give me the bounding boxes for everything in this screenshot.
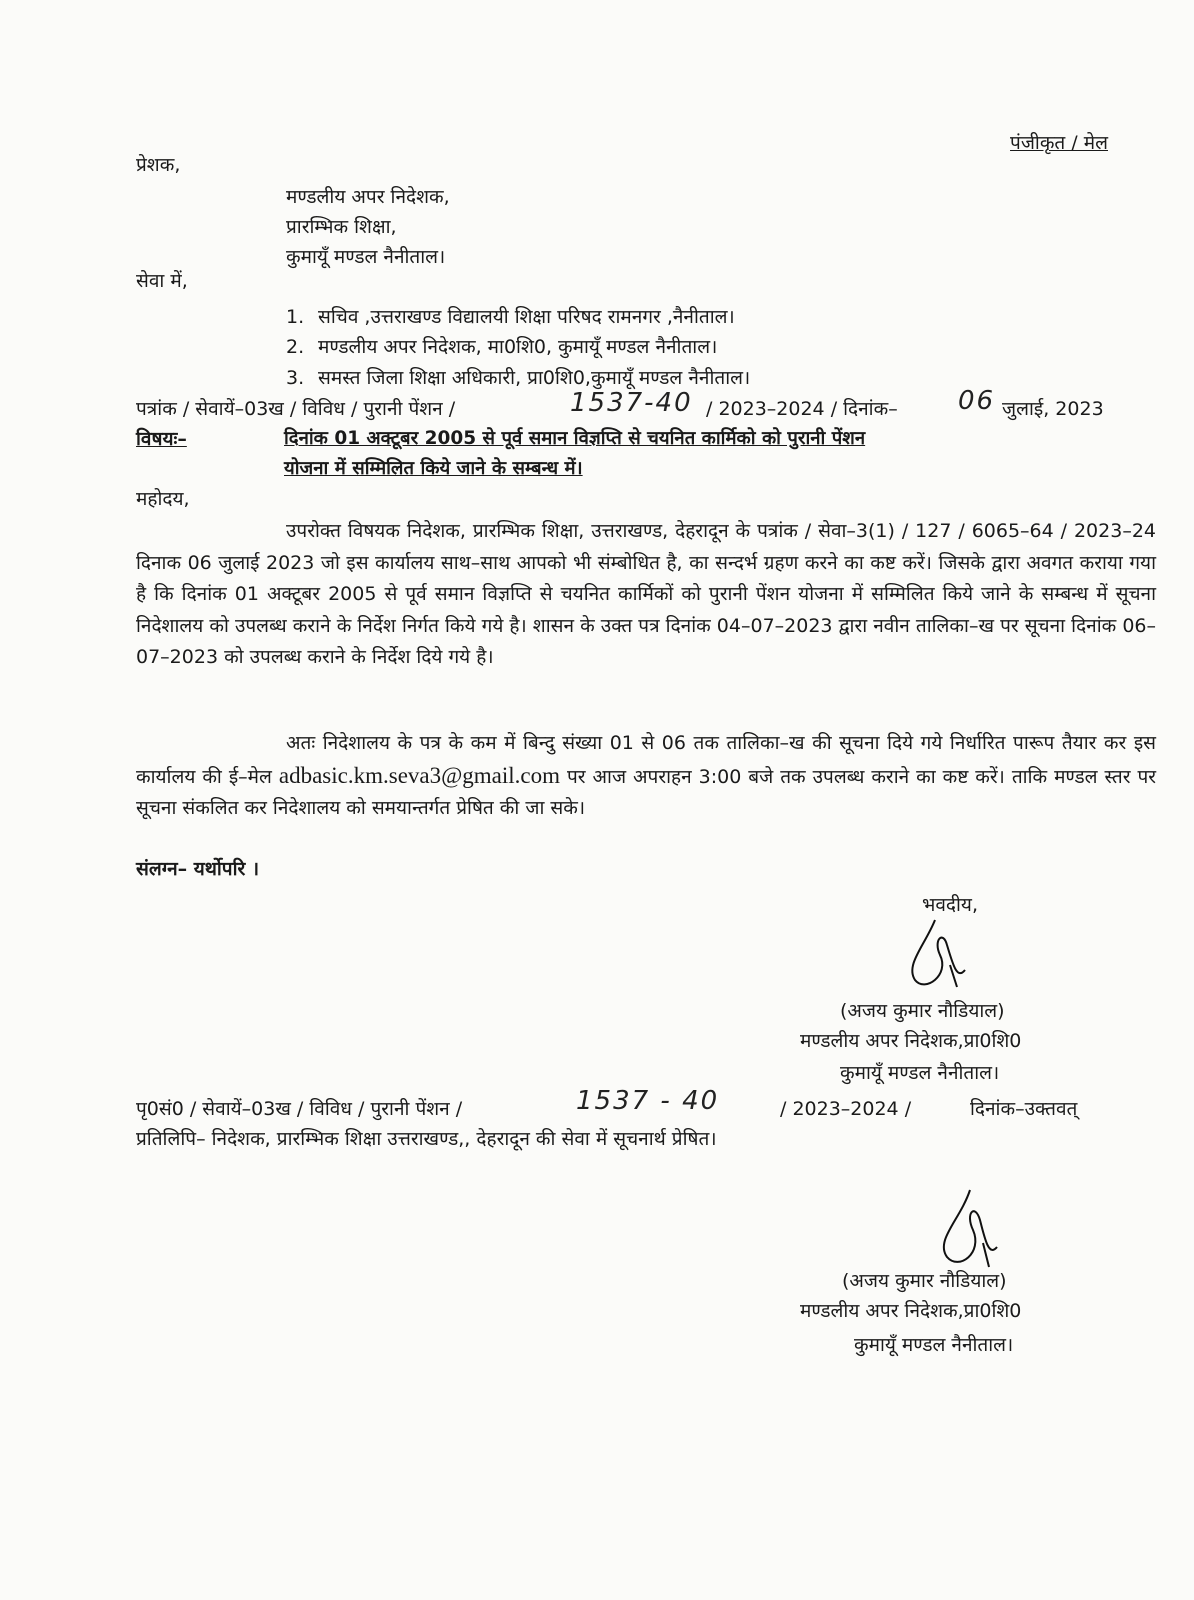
signature-1-name: (अजय कुमार नौडियाल) <box>840 1000 1005 1022</box>
ref-number-handwritten: 1537-40 <box>570 388 693 418</box>
salutation: महोदय, <box>136 488 190 510</box>
signature-2-image <box>925 1185 1015 1275</box>
copy-ref-date: दिनांक–उक्तवत् <box>970 1098 1078 1120</box>
signature-2-name: (अजय कुमार नौडियाल) <box>842 1270 1007 1292</box>
body-paragraph-1 <box>136 516 1156 674</box>
signature-2-place: कुमायूँ मण्डल नैनीताल। <box>854 1334 1014 1356</box>
body-paragraph-1-text: उपरोक्त विषयक निदेशक, प्रारम्भिक शिक्षा, उत्तराखण्ड, देहरादून के पत्रांक / सेवा–3(1) / 127 / 6065–64 / 2023–24 दिनाक 06 जुलाई 2023 जो इस कार्यालय साथ–साथ आपको भी संम्बोधित है, का सन्दर्भ ग्रहण करने का कष्ट करें। जिसके द्वारा अवगत कराया गया है कि दिनांक 01 अक्टूबर 2005 से पूर्व समान विज्ञप्ति से चयनित कार्मिकों को पुरानी पेंशन योजना में सम्मिलित किये जाने के सम्बन्ध में सूचना निदेशालय को उपलब्ध कराने के निर्देश निर्गत किये गये है। शासन के उक्त पत्र दिनांक 04–07–2023 द्वारा नवीन तालिका–ख पर सूचना दिनांक 06–07–2023 को उपलब्ध कराने के निर्देश दिये गये है। <box>136 520 1156 668</box>
recipient-3-num: 3. <box>286 367 305 389</box>
para2-part-b: पर आज अपराहन 3:00 बजे तक उपलब्ध कराने का कष्ट करें। ताकि मण्डल स्तर पर सूचना संकलित कर निदेशालय को समयान्तर्गत प्रेषित की जा सके। <box>136 765 1157 819</box>
registered-mail-label: पंजीकृत / मेल <box>1010 132 1108 154</box>
ref-date-rest: जुलाई, 2023 <box>1002 398 1104 420</box>
signature-1-designation: मण्डलीय अपर निदेशक,प्रा0शि0 <box>800 1030 1022 1052</box>
para2-part-a: अतः निदेशालय के पत्र के कम में बिन्दु संख्या 01 से 06 तक तालिका–ख की सूचना दिये गये निर्धारित पारूप तैयार कर इस कार्यालय की ई–मेल <box>136 732 1156 788</box>
signature-1-image <box>895 915 985 995</box>
enclosure: संलग्न– यर्थोपरि । <box>136 858 260 880</box>
closing: भवदीय, <box>922 894 978 916</box>
subject-line-2: योजना में सम्मिलित किये जाने के सम्बन्ध में। <box>284 458 583 479</box>
ref-suffix: / 2023–2024 / दिनांक– <box>706 398 898 420</box>
body-paragraph-2 <box>136 728 1156 825</box>
subject-label: विषयः– <box>136 428 187 450</box>
signature-2-designation: मण्डलीय अपर निदेशक,प्रा0शि0 <box>800 1300 1022 1322</box>
to-label: सेवा में, <box>136 270 188 292</box>
copy-ref-mid: / 2023–2024 / <box>780 1098 912 1120</box>
copy-ref-number-handwritten: 1537 - 40 <box>576 1086 720 1116</box>
sender-line-2: प्रारम्भिक शिक्षा, <box>286 216 397 238</box>
signature-1-place: कुमायूँ मण्डल नैनीताल। <box>840 1062 1000 1084</box>
sender-line-1: मण्डलीय अपर निदेशक, <box>286 186 450 208</box>
recipient-1-num: 1. <box>286 306 305 328</box>
recipient-2-num: 2. <box>286 336 305 358</box>
recipient-3-text: समस्त जिला शिक्षा अधिकारी, प्रा0शि0,कुमायूँ मण्डल नैनीताल। <box>318 367 751 389</box>
sender-label: प्रेशक, <box>136 154 181 176</box>
subject-line-1: दिनांक 01 अक्टूबर 2005 से पूर्व समान विज्ञप्ति से चयनित कार्मिको को पुरानी पेंशन <box>284 428 866 449</box>
body-paragraph-2-text <box>136 728 1156 825</box>
recipient-1-text: सचिव ,उत्तराखण्ड विद्यालयी शिक्षा परिषद रामनगर ,नैनीताल। <box>318 306 735 328</box>
sender-line-3: कुमायूँ मण्डल नैनीताल। <box>286 246 446 268</box>
email-address: adbasic.km.seva3@gmail.com <box>278 762 561 788</box>
ref-prefix: पत्रांक / सेवायें–03ख / विविध / पुरानी पेंशन / <box>136 398 456 420</box>
recipient-2-text: मण्डलीय अपर निदेशक, मा0शि0, कुमायूँ मण्डल नैनीताल। <box>318 336 718 358</box>
ref-date-handwritten: 06 <box>958 386 996 416</box>
copy-ref-prefix: पृ0सं0 / सेवायें–03ख / विविध / पुरानी पेंशन / <box>136 1098 463 1120</box>
copy-to: प्रतिलिपि– निदेशक, प्रारम्भिक शिक्षा उत्तराखण्ड,, देहरादून की सेवा में सूचनार्थ प्रेषित। <box>136 1128 717 1150</box>
